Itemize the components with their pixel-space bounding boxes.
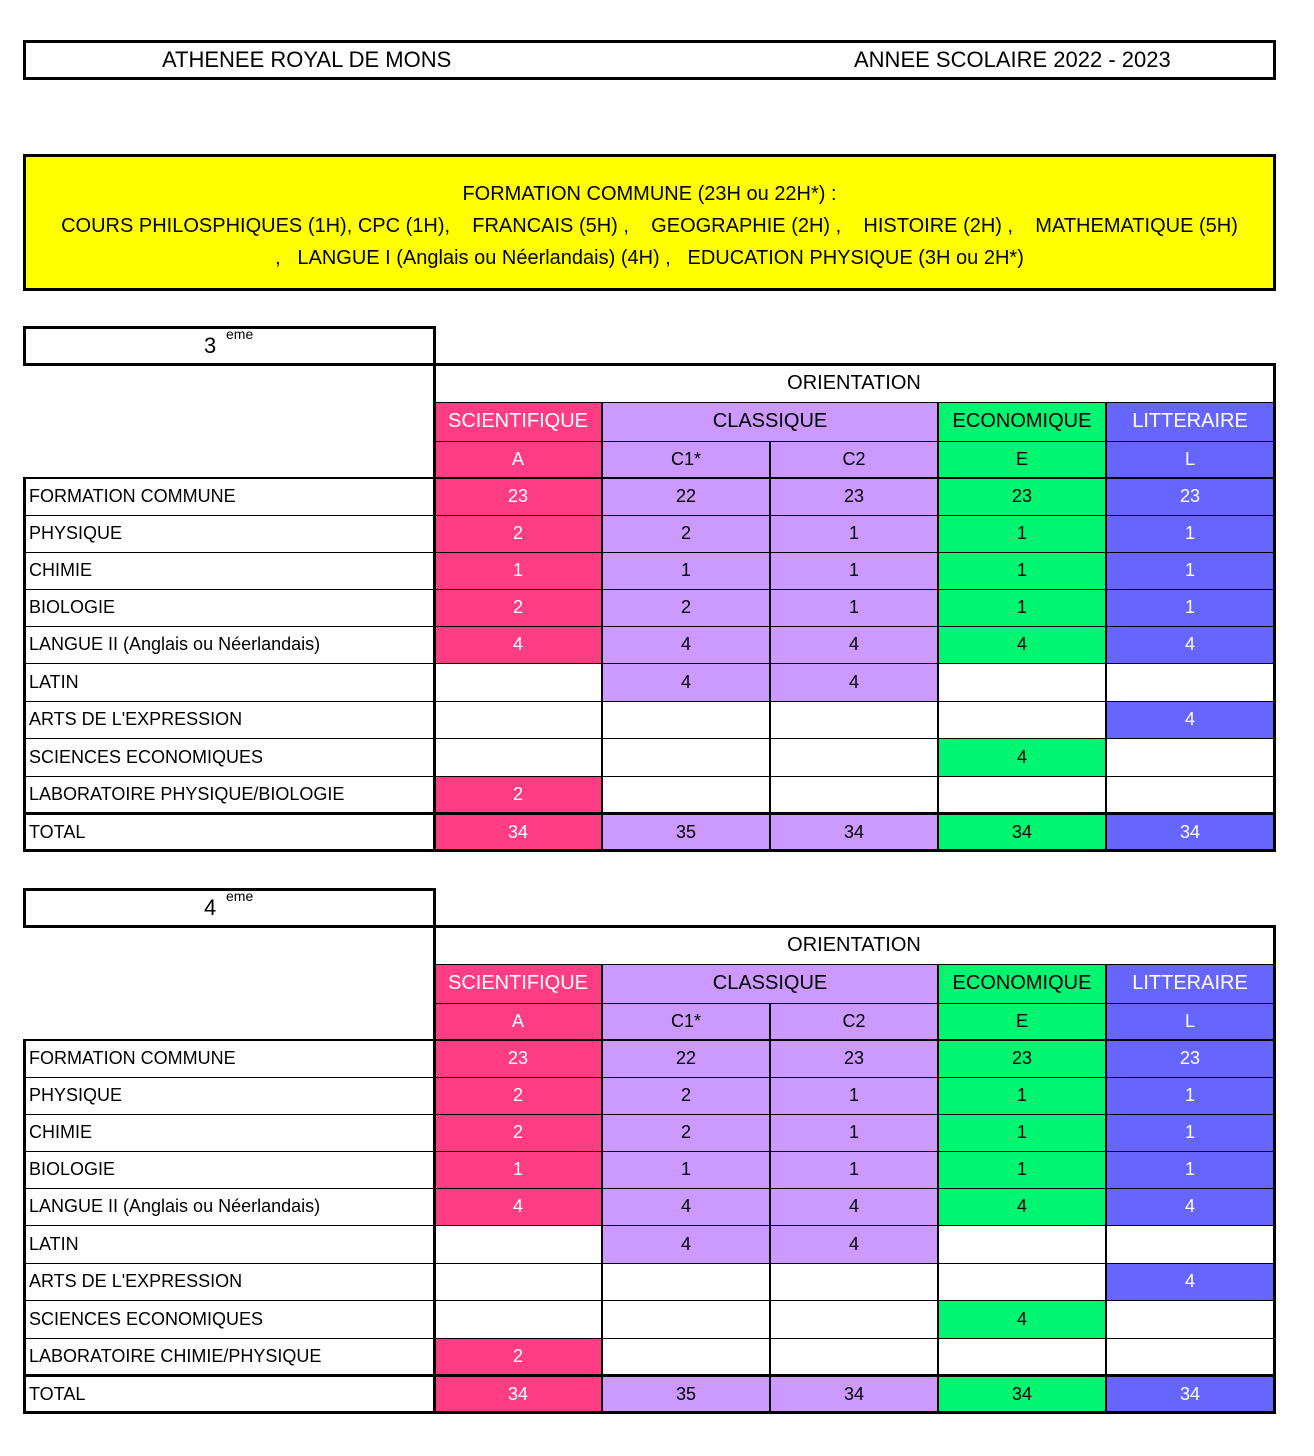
hours-cell: 4 <box>434 626 602 663</box>
hours-cell <box>770 738 938 776</box>
hours-cell: 2 <box>434 1077 602 1114</box>
hours-cell: 1 <box>602 552 770 589</box>
hours-cell <box>938 663 1106 701</box>
total-cell: 34 <box>938 1375 1106 1413</box>
table-border <box>1273 364 1276 851</box>
hours-cell: 4 <box>938 738 1106 776</box>
column-divider <box>769 441 771 851</box>
hours-cell: 22 <box>602 1040 770 1077</box>
hours-cell: 4 <box>938 1188 1106 1225</box>
hours-cell: 1 <box>938 1077 1106 1114</box>
subject-label: BIOLOGIE <box>23 589 434 626</box>
total-cell: 34 <box>1106 1375 1274 1413</box>
table-border <box>23 1039 1276 1041</box>
common-training-title: FORMATION COMMUNE (23H ou 22H*) : <box>462 183 837 205</box>
subject-label: LABORATOIRE CHIMIE/PHYSIQUE <box>23 1338 434 1375</box>
hours-cell <box>434 738 602 776</box>
hours-cell: 23 <box>1106 478 1274 515</box>
total-cell: 34 <box>1106 813 1274 851</box>
hours-cell <box>434 1263 602 1300</box>
hours-cell <box>602 1300 770 1338</box>
table-border <box>23 812 1276 815</box>
hours-cell: 1 <box>770 515 938 552</box>
hours-cell: 2 <box>434 1114 602 1151</box>
hours-cell <box>770 1263 938 1300</box>
option-column-header: L <box>1106 1003 1274 1040</box>
hours-cell: 4 <box>602 663 770 701</box>
hours-cell: 1 <box>1106 552 1274 589</box>
subject-label: CHIMIE <box>23 552 434 589</box>
table-border <box>23 1374 1276 1377</box>
hours-cell: 1 <box>770 1151 938 1188</box>
table-border <box>433 926 436 1413</box>
level-suffix: eme <box>226 326 254 342</box>
orientation-group-header: LITTERAIRE <box>1106 402 1274 441</box>
total-cell: 34 <box>770 1375 938 1413</box>
hours-cell: 1 <box>1106 515 1274 552</box>
row-divider <box>23 1077 1276 1078</box>
hours-cell: 4 <box>602 626 770 663</box>
hours-cell: 4 <box>770 626 938 663</box>
table-border <box>23 477 1276 479</box>
hours-cell: 1 <box>938 1151 1106 1188</box>
subject-label: FORMATION COMMUNE <box>23 1040 434 1077</box>
hours-cell <box>938 776 1106 813</box>
hours-cell <box>770 776 938 813</box>
hours-cell <box>938 1263 1106 1300</box>
option-column-header: A <box>434 441 602 478</box>
column-divider <box>601 402 603 851</box>
hours-cell: 4 <box>770 663 938 701</box>
column-divider <box>937 964 939 1413</box>
hours-cell: 4 <box>770 1188 938 1225</box>
table-border <box>433 925 1276 928</box>
subject-label: LANGUE II (Anglais ou Néerlandais) <box>23 1188 434 1225</box>
hours-cell <box>938 1338 1106 1375</box>
row-divider <box>23 1225 1276 1226</box>
hours-cell <box>1106 738 1274 776</box>
table-border <box>433 363 1276 366</box>
hours-cell: 1 <box>434 1151 602 1188</box>
row-divider <box>23 515 1276 516</box>
option-column-header: C2 <box>770 1003 938 1040</box>
subject-label: PHYSIQUE <box>23 515 434 552</box>
total-cell: 35 <box>602 1375 770 1413</box>
level-suffix: eme <box>226 888 254 904</box>
row-divider <box>23 663 1276 664</box>
table-border <box>1273 926 1276 1413</box>
table-border <box>23 849 1276 852</box>
total-cell: 34 <box>770 813 938 851</box>
level-box-3 <box>23 326 436 366</box>
hours-cell <box>770 1300 938 1338</box>
row-divider <box>434 964 1274 965</box>
hours-cell: 4 <box>434 1188 602 1225</box>
level-box-4 <box>23 888 436 928</box>
hours-cell <box>602 738 770 776</box>
row-divider <box>23 701 1276 702</box>
hours-cell <box>602 1263 770 1300</box>
hours-cell <box>602 1338 770 1375</box>
subject-label: ARTS DE L'EXPRESSION <box>23 1263 434 1300</box>
orientation-group-header: ECONOMIQUE <box>938 402 1106 441</box>
hours-cell: 2 <box>602 1077 770 1114</box>
row-divider <box>23 776 1276 777</box>
row-divider <box>434 402 1274 403</box>
common-training-box <box>23 154 1276 291</box>
subject-label: ARTS DE L'EXPRESSION <box>23 701 434 738</box>
option-column-header: E <box>938 441 1106 478</box>
table-border <box>433 364 436 851</box>
hours-cell: 23 <box>1106 1040 1274 1077</box>
column-divider <box>601 964 603 1413</box>
common-training-courses-cont: , LANGUE I (Anglais ou Néerlandais) (4H) , EDUCATION PHYSIQUE (3H ou 2H*) <box>275 247 1024 269</box>
subject-label: LABORATOIRE PHYSIQUE/BIOLOGIE <box>23 776 434 813</box>
hours-cell: 2 <box>602 589 770 626</box>
hours-cell: 1 <box>938 1114 1106 1151</box>
hours-cell <box>434 1300 602 1338</box>
subject-label: LATIN <box>23 663 434 701</box>
hours-cell: 1 <box>938 552 1106 589</box>
option-column-header: A <box>434 1003 602 1040</box>
total-label: TOTAL <box>23 1375 434 1413</box>
hours-cell: 4 <box>938 1300 1106 1338</box>
hours-cell: 4 <box>770 1225 938 1263</box>
hours-cell <box>938 1225 1106 1263</box>
hours-cell <box>1106 776 1274 813</box>
hours-cell: 2 <box>434 515 602 552</box>
orientation-header: ORIENTATION <box>434 364 1274 402</box>
common-training-courses: COURS PHILOSPHIQUES (1H), CPC (1H), FRANCAIS (5H) , GEOGRAPHIE (2H) , HISTOIRE (2H) , MATHEMATIQUE (5H) <box>61 215 1238 237</box>
hours-cell: 1 <box>602 1151 770 1188</box>
row-divider <box>23 1263 1276 1264</box>
orientation-group-header: SCIENTIFIQUE <box>434 402 602 441</box>
hours-cell: 4 <box>1106 1263 1274 1300</box>
table-border <box>23 1411 1276 1414</box>
hours-cell <box>770 1338 938 1375</box>
option-column-header: C1* <box>602 1003 770 1040</box>
hours-cell: 1 <box>938 515 1106 552</box>
orientation-group-header: SCIENTIFIQUE <box>434 964 602 1003</box>
hours-cell: 4 <box>1106 701 1274 738</box>
orientation-header: ORIENTATION <box>434 926 1274 964</box>
hours-cell: 2 <box>602 1114 770 1151</box>
level-number: 3 <box>204 333 217 358</box>
subject-label: PHYSIQUE <box>23 1077 434 1114</box>
row-divider <box>23 1151 1276 1152</box>
subject-label: FORMATION COMMUNE <box>23 478 434 515</box>
hours-cell <box>938 701 1106 738</box>
hours-cell: 1 <box>1106 1077 1274 1114</box>
hours-cell <box>770 701 938 738</box>
hours-cell: 23 <box>770 1040 938 1077</box>
hours-cell: 1 <box>434 552 602 589</box>
hours-cell <box>1106 1338 1274 1375</box>
timetable-4eme <box>23 926 1276 1413</box>
subject-label: SCIENCES ECONOMIQUES <box>23 1300 434 1338</box>
hours-cell: 2 <box>434 776 602 813</box>
hours-cell: 23 <box>434 478 602 515</box>
hours-cell: 1 <box>770 1077 938 1114</box>
hours-cell: 1 <box>770 589 938 626</box>
column-divider <box>1105 964 1107 1413</box>
hours-cell: 1 <box>770 552 938 589</box>
table-border <box>23 477 26 851</box>
hours-cell: 1 <box>770 1114 938 1151</box>
total-cell: 34 <box>434 1375 602 1413</box>
hours-cell: 2 <box>434 589 602 626</box>
hours-cell: 22 <box>602 478 770 515</box>
row-divider <box>23 1338 1276 1339</box>
subject-label: LANGUE II (Anglais ou Néerlandais) <box>23 626 434 663</box>
row-divider <box>23 552 1276 553</box>
hours-cell: 4 <box>1106 626 1274 663</box>
school-name: ATHENEE ROYAL DE MONS <box>162 47 452 72</box>
hours-cell: 23 <box>770 478 938 515</box>
orientation-group-header: CLASSIQUE <box>602 964 938 1003</box>
school-year: ANNEE SCOLAIRE 2022 - 2023 <box>854 47 1171 72</box>
hours-cell: 23 <box>938 1040 1106 1077</box>
level-number: 4 <box>204 895 217 920</box>
subject-label: LATIN <box>23 1225 434 1263</box>
total-label: TOTAL <box>23 813 434 851</box>
row-divider <box>23 1188 1276 1189</box>
subject-label: BIOLOGIE <box>23 1151 434 1188</box>
column-divider <box>769 1003 771 1413</box>
orientation-group-header: ECONOMIQUE <box>938 964 1106 1003</box>
hours-cell: 1 <box>938 589 1106 626</box>
total-cell: 34 <box>434 813 602 851</box>
hours-cell <box>434 1225 602 1263</box>
option-column-header: C2 <box>770 441 938 478</box>
row-divider <box>23 626 1276 627</box>
hours-cell: 1 <box>1106 1114 1274 1151</box>
subject-label: SCIENCES ECONOMIQUES <box>23 738 434 776</box>
total-cell: 34 <box>938 813 1106 851</box>
row-divider <box>434 441 1274 442</box>
table-border <box>23 1039 26 1413</box>
hours-cell: 4 <box>938 626 1106 663</box>
row-divider <box>23 738 1276 739</box>
timetable-3eme <box>23 364 1276 851</box>
hours-cell: 1 <box>1106 589 1274 626</box>
hours-cell <box>434 701 602 738</box>
hours-cell: 4 <box>1106 1188 1274 1225</box>
total-cell: 35 <box>602 813 770 851</box>
column-divider <box>1105 402 1107 851</box>
option-column-header: E <box>938 1003 1106 1040</box>
option-column-header: C1* <box>602 441 770 478</box>
hours-cell <box>602 701 770 738</box>
hours-cell <box>602 776 770 813</box>
hours-cell: 1 <box>1106 1151 1274 1188</box>
header-banner <box>23 40 1276 80</box>
hours-cell: 2 <box>602 515 770 552</box>
orientation-group-header: LITTERAIRE <box>1106 964 1274 1003</box>
hours-cell <box>1106 1300 1274 1338</box>
hours-cell: 4 <box>602 1188 770 1225</box>
row-divider <box>434 1003 1274 1004</box>
subject-label: CHIMIE <box>23 1114 434 1151</box>
hours-cell <box>1106 1225 1274 1263</box>
hours-cell <box>434 663 602 701</box>
hours-cell: 23 <box>434 1040 602 1077</box>
hours-cell: 4 <box>602 1225 770 1263</box>
column-divider <box>937 402 939 851</box>
row-divider <box>23 1300 1276 1301</box>
row-divider <box>23 1114 1276 1115</box>
row-divider <box>23 589 1276 590</box>
hours-cell <box>1106 663 1274 701</box>
hours-cell: 2 <box>434 1338 602 1375</box>
hours-cell: 23 <box>938 478 1106 515</box>
orientation-group-header: CLASSIQUE <box>602 402 938 441</box>
option-column-header: L <box>1106 441 1274 478</box>
